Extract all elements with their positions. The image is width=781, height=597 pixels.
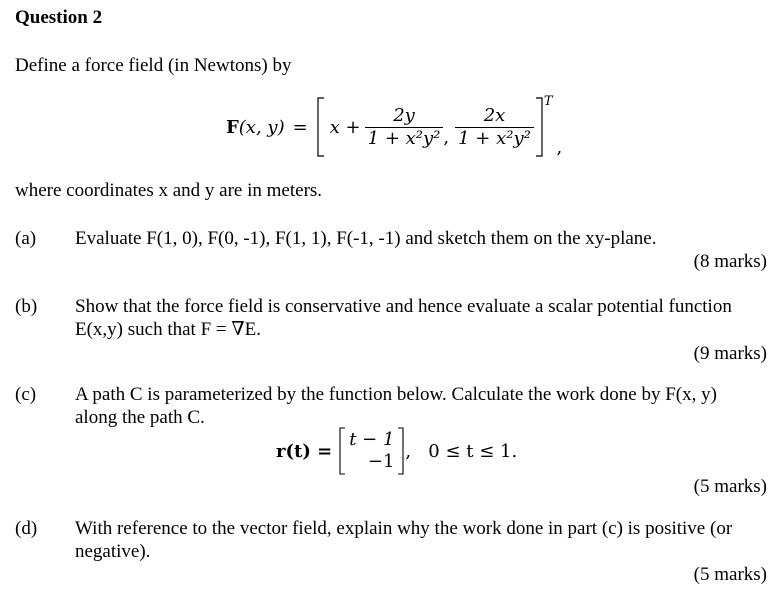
eq-frac2-den: 1 + x²y²: [458, 127, 531, 149]
part-d-line1: With reference to the vector field, explain why the work done in part (c) is positive (or: [75, 518, 733, 539]
part-b-marks: (9 marks): [693, 343, 767, 364]
left-bracket-icon: [316, 96, 326, 158]
intro-text: Define a force field (in Newtons) by: [15, 55, 292, 76]
eq-lhs-args: (x, y): [238, 116, 285, 138]
question-title: Question 2: [15, 7, 103, 28]
force-field-equation: [226, 92, 562, 162]
part-a-text: [75, 228, 656, 250]
eq-lhs-bold: F: [226, 116, 239, 138]
coords-note: where coordinates x and y are in meters.: [15, 180, 323, 201]
path-eq-lhs: r(t) =: [276, 440, 333, 462]
part-c-label: (c): [15, 384, 37, 405]
part-c-line2: along the path C.: [75, 407, 205, 428]
part-a-label: (a): [15, 228, 37, 249]
path-left-bracket-icon: [338, 426, 346, 476]
eq-transpose: T: [543, 94, 553, 109]
eq-frac1-den: 1 + x²y²: [367, 127, 441, 149]
eq-equals: =: [292, 116, 308, 138]
path-vector: [346, 429, 397, 473]
path-eq-range: , 0 ≤ t ≤ 1.: [405, 440, 518, 462]
eq-trail-comma: ,: [556, 137, 563, 158]
path-vector-top: t − 1: [349, 429, 395, 450]
part-a-prefix: Evaluate: [75, 228, 147, 249]
part-a-body: F(1, 0), F(0, -1), F(1, 1), F(-1, -1) and sketch them on the xy-plane.: [146, 228, 657, 249]
eq-comma: ,: [443, 127, 450, 148]
eq-frac2-num: 2x: [455, 105, 534, 128]
part-d-marks: (5 marks): [693, 564, 767, 585]
eq-frac2: [455, 105, 534, 150]
part-c-marks: (5 marks): [693, 476, 767, 497]
part-b-line1: Show that the force field is conservative and hence evaluate a scalar potential function: [75, 296, 732, 317]
part-b-line2: E(x,y) such that F = ∇E.: [75, 319, 261, 340]
part-d-label: (d): [15, 518, 38, 539]
path-right-bracket-icon: [397, 426, 405, 476]
eq-frac1: [365, 105, 444, 150]
eq-frac1-num: 2y: [365, 105, 444, 128]
path-equation: [276, 424, 517, 478]
path-vector-bottom: −1: [367, 451, 395, 472]
part-b-label: (b): [15, 296, 38, 317]
right-bracket-icon: [534, 96, 544, 158]
part-a-marks: (8 marks): [693, 251, 767, 272]
part-d-line2: negative).: [75, 541, 151, 562]
part-c-line1: A path C is parameterized by the function below. Calculate the work done by F(x, y): [75, 384, 717, 405]
eq-term1: x +: [329, 116, 361, 138]
